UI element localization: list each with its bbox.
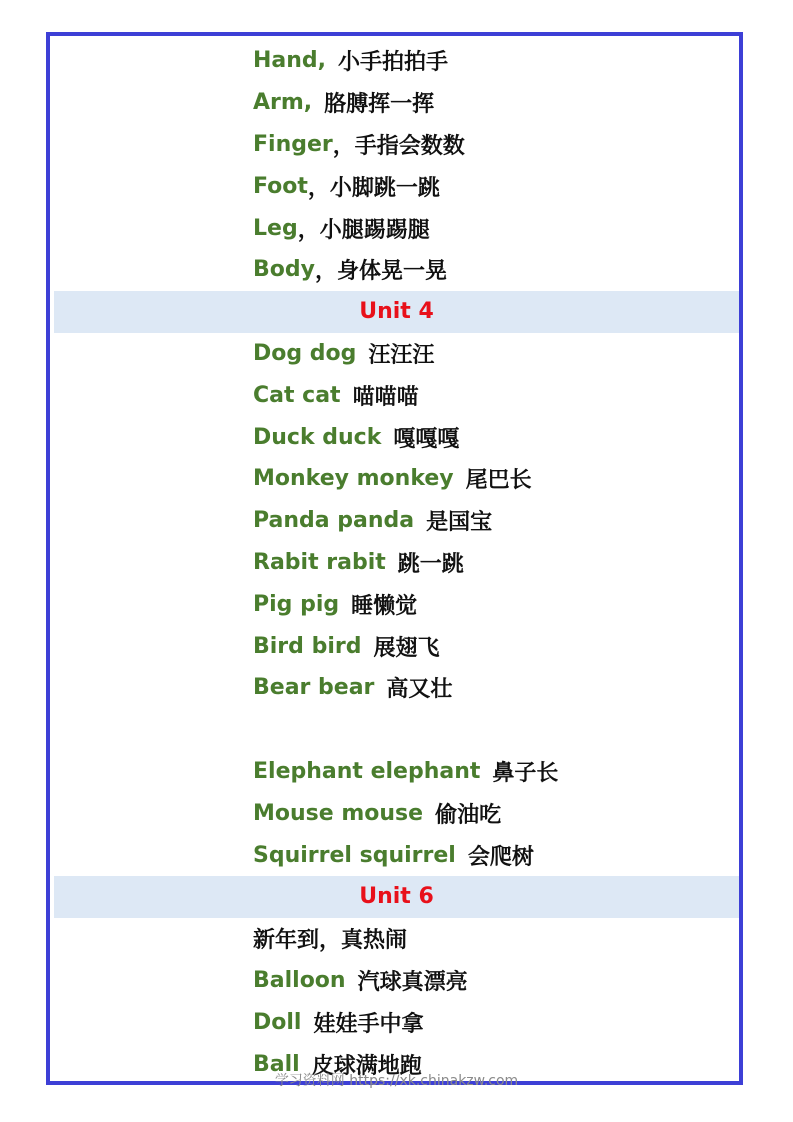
rhyme-line xyxy=(54,583,739,625)
chinese-text: 跳一跳 xyxy=(397,551,464,577)
english-word: Ball xyxy=(253,1051,300,1077)
english-word: Bird bird xyxy=(253,633,362,659)
rhyme-line xyxy=(54,165,739,207)
english-word: Duck duck xyxy=(253,424,382,450)
unit-title: Unit 4 xyxy=(359,299,434,325)
chinese-text: 尾巴长 xyxy=(465,468,532,494)
chinese-text: 展翅飞 xyxy=(373,635,440,661)
chinese-text: 汽球真漂亮 xyxy=(357,969,468,995)
rhyme-line xyxy=(54,1001,739,1043)
english-word: Leg xyxy=(253,215,298,241)
chinese-text: 嘎嘎嘎 xyxy=(393,426,460,452)
rhyme-line xyxy=(54,416,739,458)
rhyme-line xyxy=(54,40,739,82)
english-word: Body xyxy=(253,257,315,283)
rhyme-line xyxy=(54,82,739,124)
rhyme-line xyxy=(54,500,739,542)
chinese-text: ，身体晃一晃 xyxy=(314,259,447,285)
unit-heading xyxy=(54,291,739,333)
chinese-text: ，小腿踢踢腿 xyxy=(297,217,430,243)
rhyme-line xyxy=(54,333,739,375)
unit-heading xyxy=(54,876,739,918)
rhyme-line xyxy=(54,542,739,584)
rhyme-line xyxy=(54,207,739,249)
english-word: Monkey monkey xyxy=(253,466,454,492)
chinese-text: 娃娃手中拿 xyxy=(313,1011,424,1037)
chinese-text: 是国宝 xyxy=(426,510,493,536)
rhyme-line xyxy=(54,374,739,416)
chinese-text: 睡懒觉 xyxy=(351,593,418,619)
english-word: Doll xyxy=(253,1009,302,1035)
chinese-text: 偷油吃 xyxy=(435,802,502,828)
chinese-text: 小手拍拍手 xyxy=(338,50,449,76)
rhyme-line xyxy=(54,667,739,709)
chinese-text: 胳膊挥一挥 xyxy=(324,92,435,118)
blank-line xyxy=(54,709,739,751)
english-word: Panda panda xyxy=(253,508,415,534)
rhyme-line xyxy=(54,458,739,500)
english-word: Dog dog xyxy=(253,340,357,366)
chinese-text: 喵喵喵 xyxy=(352,384,419,410)
english-word: Pig pig xyxy=(253,591,340,617)
rhyme-line xyxy=(54,834,739,876)
rhyme-list xyxy=(54,40,739,1085)
english-word: Mouse mouse xyxy=(253,800,424,826)
rhyme-line xyxy=(54,625,739,667)
english-word: Arm, xyxy=(253,90,313,116)
rhyme-line xyxy=(54,124,739,166)
english-word: Squirrel squirrel xyxy=(253,842,456,868)
chinese-text: 皮球满地跑 xyxy=(311,1053,422,1079)
rhyme-line xyxy=(54,792,739,834)
english-word: Balloon xyxy=(253,967,346,993)
english-word: Finger xyxy=(253,131,333,157)
chinese-text: ，小脚跳一跳 xyxy=(307,175,440,201)
english-word: Foot xyxy=(253,173,308,199)
rhyme-line xyxy=(54,960,739,1002)
chinese-text: 高又壮 xyxy=(386,677,453,703)
rhyme-line xyxy=(54,249,739,291)
chinese-text: 会爬树 xyxy=(467,844,534,870)
rhyme-line xyxy=(54,751,739,793)
unit-title: Unit 6 xyxy=(359,884,434,910)
chinese-text: ，手指会数数 xyxy=(332,133,465,159)
chinese-text: 汪汪汪 xyxy=(368,342,435,368)
english-word: Cat cat xyxy=(253,382,341,408)
chinese-text: 鼻子长 xyxy=(492,760,559,786)
english-word: Hand, xyxy=(253,48,327,74)
chinese-text: 新年到，真热闹 xyxy=(253,928,408,954)
rhyme-line xyxy=(54,918,739,960)
english-word: Rabit rabit xyxy=(253,549,386,575)
english-word: Elephant elephant xyxy=(253,758,481,784)
english-word: Bear bear xyxy=(253,675,375,701)
footer-watermark: 学习资料网 https://xk.chinakzw.com xyxy=(274,1073,519,1089)
